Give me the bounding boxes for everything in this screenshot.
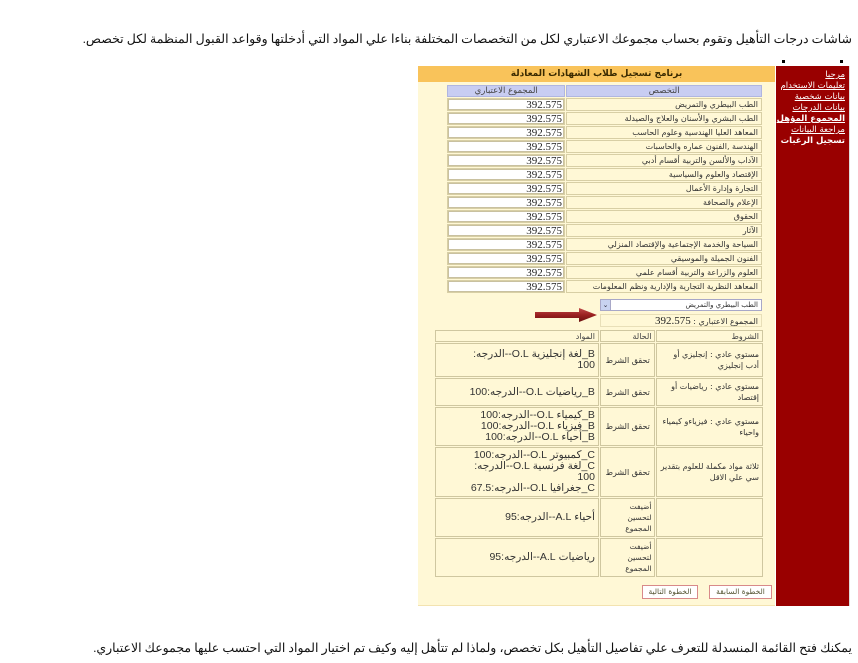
subject-line: B_لغة إنجليزية O.L--الدرجه:	[473, 348, 595, 360]
intro-paragraph: شاشات درجات التأهيل وتقوم بحساب مجموعك الاعتباري لكل من التخصصات المختلفة بناءا علي المواد التي أدخلتها وقواعد القبول المنظمة لكل تخصص.	[82, 32, 852, 46]
subjects-cell	[435, 498, 599, 537]
conditions-table	[434, 329, 764, 578]
table-row	[447, 224, 762, 237]
score-field: 392.575	[448, 127, 564, 138]
condition-text	[656, 538, 763, 577]
score-field: 392.575	[448, 197, 564, 208]
specialty-name: الحقوق	[566, 210, 762, 223]
subject-line: B_كيمياء O.L--الدرجه:100	[480, 409, 595, 421]
total-label: المجموع الاعتباري :	[693, 317, 758, 326]
specialty-name: الآثار	[566, 224, 762, 237]
chevron-down-icon[interactable]: ⌄	[601, 300, 611, 310]
subject-line: 100	[577, 471, 595, 483]
table-row	[447, 252, 762, 265]
specialty-name: الإعلام والصحافة	[566, 196, 762, 209]
subject-line: C_جغرافيا O.L--الدرجه:67.5	[470, 482, 595, 494]
subject-line: C_لغة فرنسية O.L--الدرجه:	[474, 460, 595, 472]
table-row	[435, 407, 763, 446]
sidebar-item-review-data[interactable]: مراجعة البيانات	[791, 125, 845, 135]
decor-dot	[840, 60, 843, 63]
score-field: 392.575	[448, 267, 564, 278]
subject-line: رياضيات A.L--الدرجه:95	[489, 551, 595, 563]
outro-paragraph	[2, 638, 852, 658]
score-field: 392.575	[448, 211, 564, 222]
sidebar-item-grades-data[interactable]: بيانات الدرجات	[792, 103, 845, 113]
subjects-cell	[435, 343, 599, 377]
score-field: 392.575	[448, 183, 564, 194]
sidebar-item-personal-data[interactable]: بيانات شخصية	[794, 92, 845, 102]
status-text: أضيفت لتحسين المجموع	[600, 498, 656, 537]
score-field: 392.575	[448, 239, 564, 250]
arrow-pointer-icon	[533, 308, 599, 322]
subjects-cell	[435, 447, 599, 497]
specialty-name: الهندسة ,الفنون عماره والحاسبات	[566, 140, 762, 153]
sidebar-item-qualified-total[interactable]: المجموع المؤهل	[776, 114, 845, 124]
table-row	[435, 498, 763, 537]
specialty-name: المعاهد العليا الهندسية وعلوم الحاسب	[566, 126, 762, 139]
table-row	[447, 98, 762, 111]
sidebar-item-instructions[interactable]: تعليمات الاستخدام	[780, 81, 845, 91]
subject-line: B_أحياء O.L--الدرجه:100	[485, 431, 595, 443]
table-row	[447, 154, 762, 167]
condition-text: مستوي عادي : فيزياءو كيمياء واحياء	[656, 407, 763, 446]
specialty-name: المعاهد النظرية التجارية والإدارية ونظم المعلومات	[566, 280, 762, 293]
specialty-name: الطب البشري والأسنان والعلاج والصيدلة	[566, 112, 762, 125]
column-header-conditions: الشروط	[656, 330, 763, 342]
table-row	[447, 112, 762, 125]
specialty-name: الآداب والألسن والتربية أقسام أدبي	[566, 154, 762, 167]
column-header-specialty: التخصص	[566, 85, 762, 97]
specialties-table	[446, 84, 763, 294]
table-row	[447, 196, 762, 209]
subject-line: أحياء A.L--الدرجه:95	[505, 511, 595, 523]
decor-dot	[782, 60, 785, 63]
condition-text: ثلاثة مواد مكملة للعلوم بتقدير سي علي الاقل	[656, 447, 763, 497]
column-header-status: الحالة	[600, 330, 656, 342]
specialty-name: الطب البيطري والتمريض	[566, 98, 762, 111]
specialty-name: الفنون الجميلة والموسيقي	[566, 252, 762, 265]
specialty-select-value: الطب البيطري والتمريض	[685, 301, 758, 309]
status-text: تحقق الشرط	[600, 378, 656, 406]
score-field: 392.575	[448, 113, 564, 124]
subjects-cell	[435, 378, 599, 406]
table-row	[447, 266, 762, 279]
table-row	[447, 182, 762, 195]
table-row	[447, 210, 762, 223]
previous-step-button[interactable]: الخطوة السابقة	[709, 585, 772, 599]
subject-line: B_رياضيات O.L--الدرجه:100	[469, 385, 595, 398]
specialty-name: الإقتصاد والعلوم والسياسية	[566, 168, 762, 181]
status-text: تحقق الشرط	[600, 447, 656, 497]
specialty-select[interactable]	[600, 299, 762, 311]
app-title: برنامج تسجيل طلاب الشهادات المعادلة	[418, 66, 775, 82]
score-field: 392.575	[448, 281, 564, 292]
subject-line: C_كمبيوتر O.L--الدرجه:100	[473, 449, 595, 461]
subject-line: 100	[577, 359, 595, 371]
score-field: 392.575	[448, 169, 564, 180]
subject-line: B_فيزياء O.L--الدرجه:100	[480, 420, 595, 432]
specialty-name: التجارة وإدارة الأعمال	[566, 182, 762, 195]
specialty-name: العلوم والزراعة والتربية أقسام علمي	[566, 266, 762, 279]
app-window	[418, 66, 850, 606]
table-row	[435, 378, 763, 406]
total-value: 392.575	[654, 315, 691, 327]
score-field: 392.575	[448, 99, 564, 110]
subjects-cell	[435, 538, 599, 577]
next-step-button[interactable]: الخطوة التالية	[642, 585, 698, 599]
condition-text	[656, 498, 763, 537]
main-panel	[418, 66, 775, 606]
subjects-cell	[435, 407, 599, 446]
status-text: تحقق الشرط	[600, 343, 656, 377]
table-row	[447, 280, 762, 293]
table-row	[447, 140, 762, 153]
table-row	[447, 126, 762, 139]
score-field: 392.575	[448, 141, 564, 152]
table-row	[435, 538, 763, 577]
score-field: 392.575	[448, 253, 564, 264]
table-row	[447, 238, 762, 251]
column-header-subjects: المواد	[435, 330, 599, 342]
outro-text: يمكنك فتح القائمة المنسدلة للتعرف علي تفاصيل التأهيل بكل تخصص، ولماذا لم تتأهل إليه وكيف تم اختيار المواد التي احتسب عليها مجموعك الاعتباري.	[93, 641, 852, 655]
condition-text: مستوي عادي : إنجليزي أو أدب إنجليزي	[656, 343, 763, 377]
sidebar	[776, 66, 849, 606]
total-score-row	[600, 314, 762, 327]
status-text: أضيفت لتحسين المجموع	[600, 538, 656, 577]
table-row	[447, 168, 762, 181]
table-row	[435, 447, 763, 497]
score-field: 392.575	[448, 155, 564, 166]
sidebar-item-welcome[interactable]: مرحبا	[825, 70, 845, 80]
specialty-name: السياحة والخدمة الإجتماعية والإقتصاد المنزلي	[566, 238, 762, 251]
sidebar-item-register-preferences[interactable]: تسجيل الرغبات	[780, 136, 845, 146]
column-header-score: المجموع الاعتباري	[447, 85, 565, 97]
status-text: تحقق الشرط	[600, 407, 656, 446]
table-row	[435, 343, 763, 377]
condition-text: مستوي عادي : رياضيات أو إقتصاد	[656, 378, 763, 406]
score-field: 392.575	[448, 225, 564, 236]
